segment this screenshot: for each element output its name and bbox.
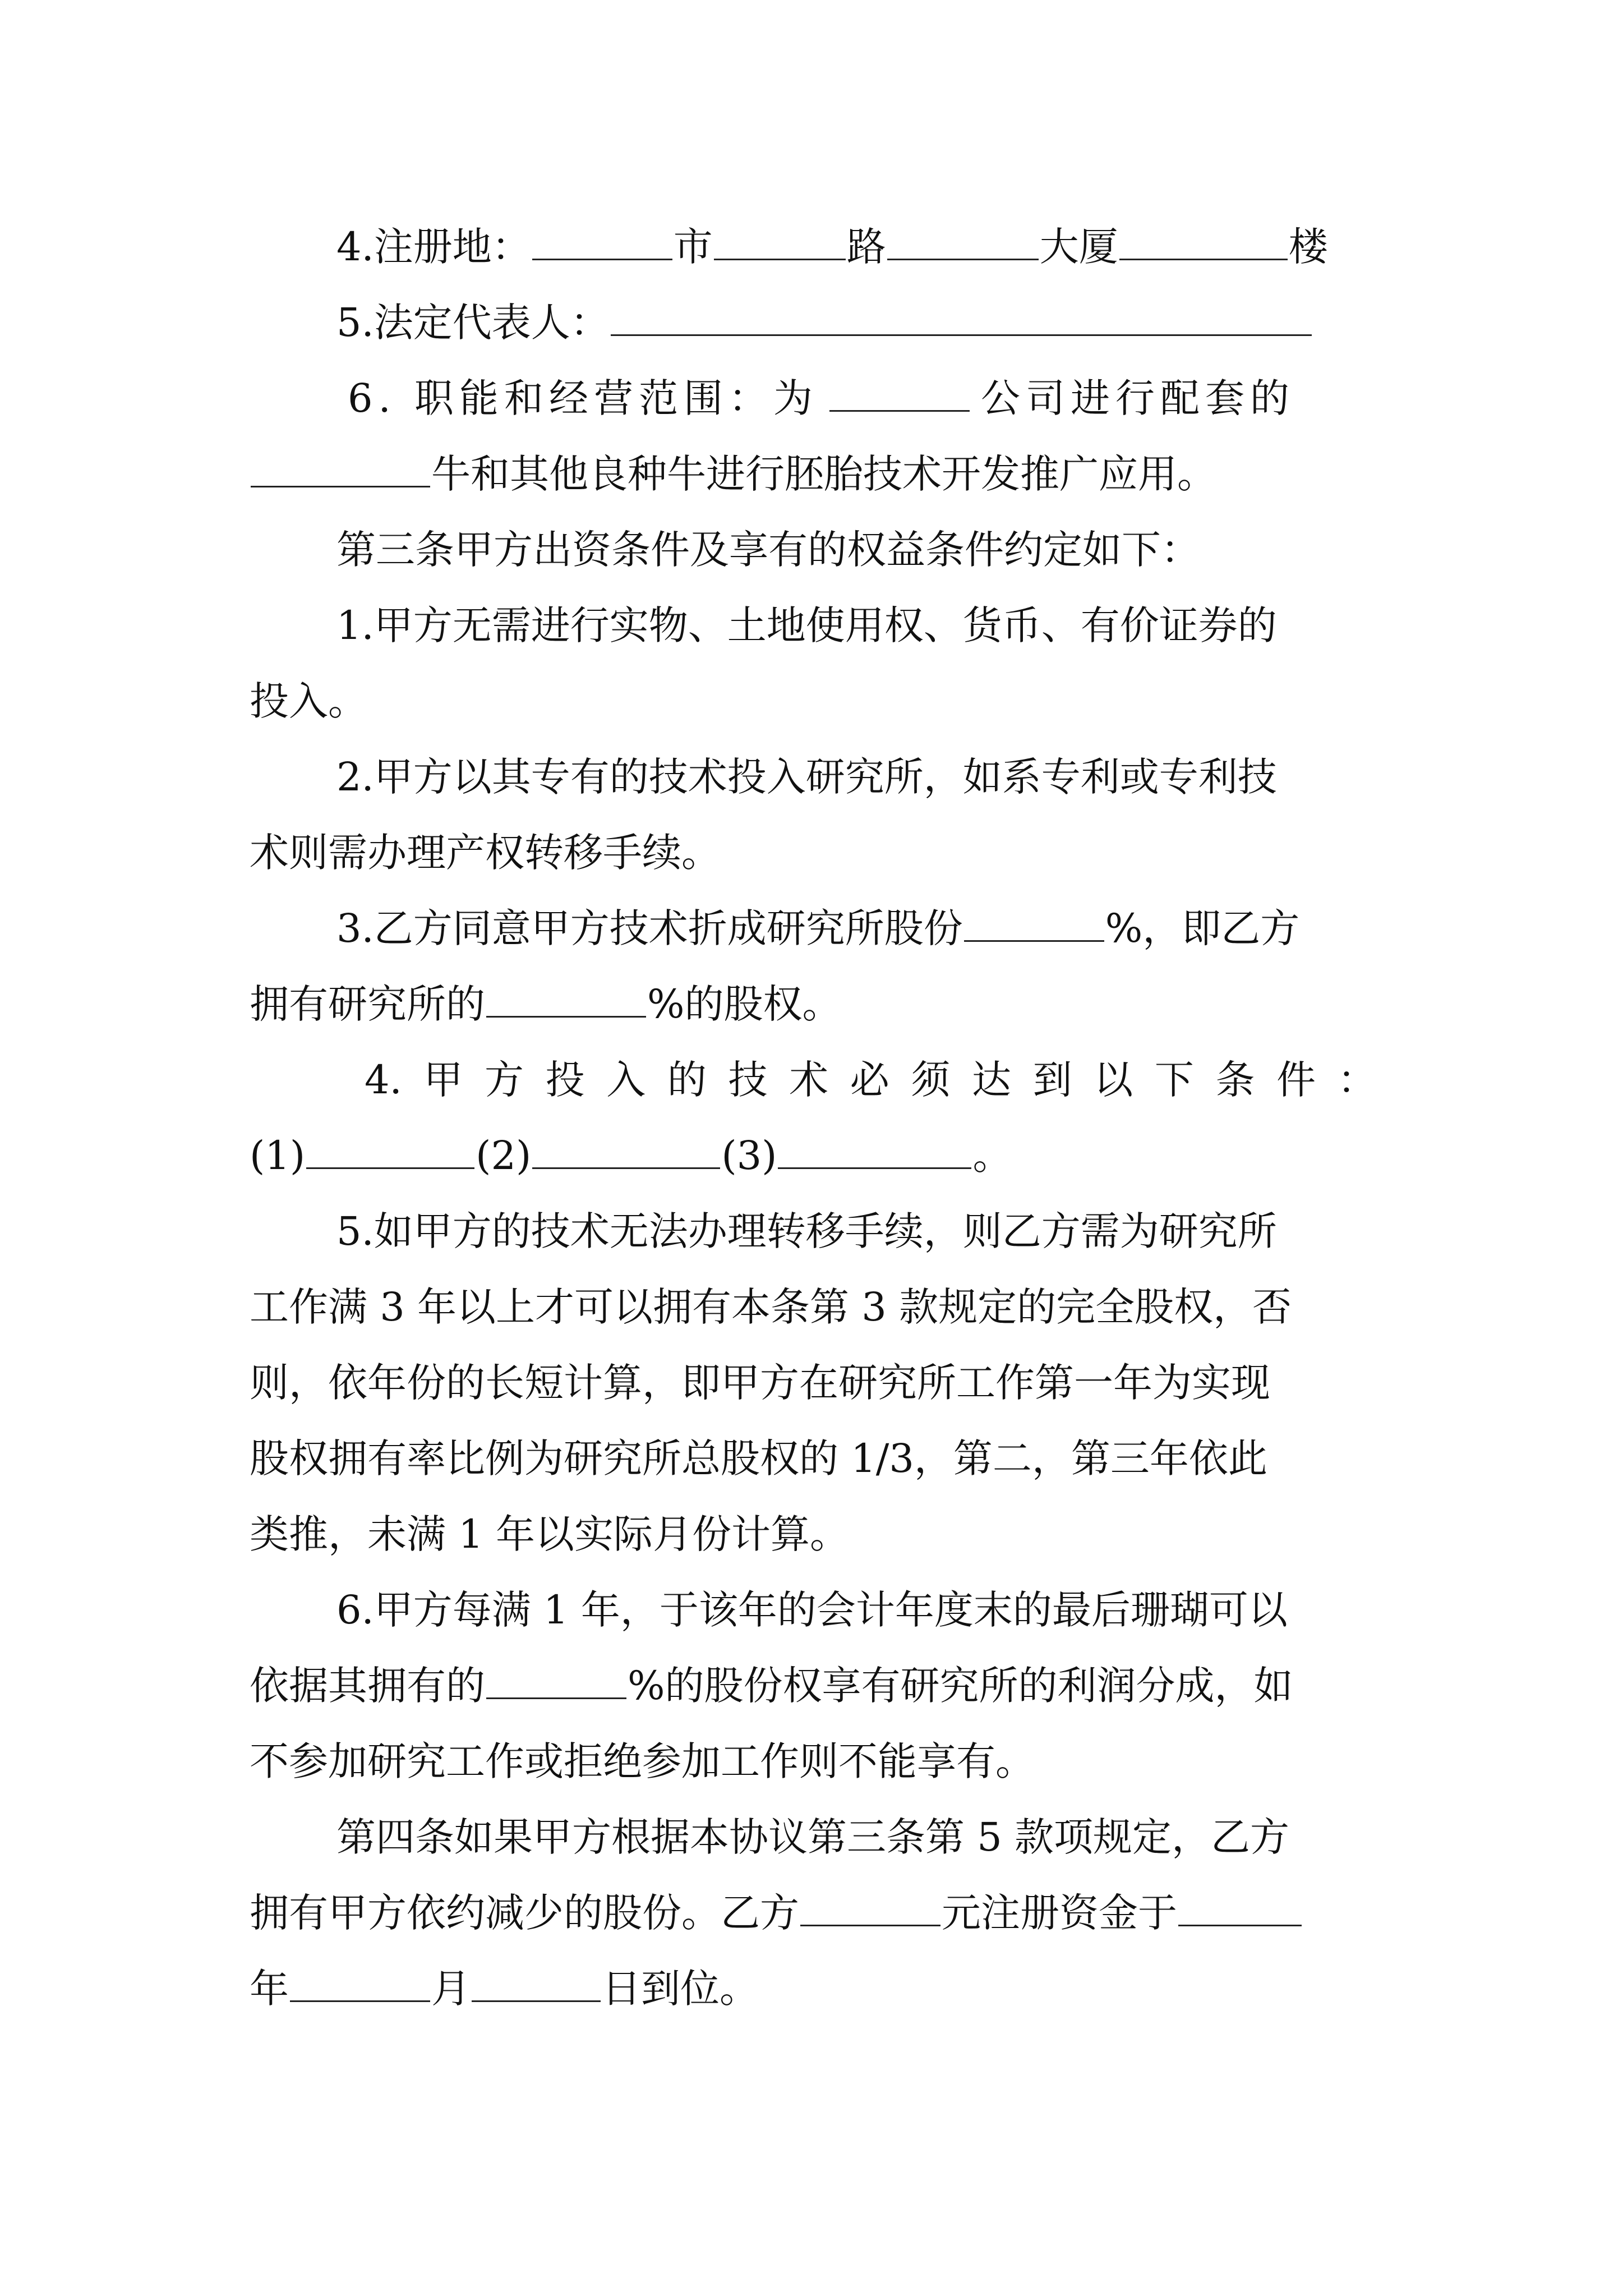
floor-label: 楼: [1288, 224, 1328, 270]
scope-suffix: 公司进行配套的: [981, 375, 1295, 421]
clause-3-4-char: ：: [1337, 1057, 1377, 1103]
clause-3-5-text-2: 工作满 3 年以上才可以拥有本条第 3 款规定的完全股权，否: [250, 1284, 1292, 1330]
floor-blank[interactable]: [1119, 226, 1288, 260]
cattle-breed-blank[interactable]: [251, 453, 430, 487]
legal-representative-blank[interactable]: [611, 302, 1312, 336]
clause-3-5-text-5: 类推，未满 1 年以实际月份计算。: [250, 1511, 850, 1557]
clause-3-4-char: 入: [606, 1057, 646, 1103]
condition-1-label: (1): [250, 1133, 306, 1179]
month-blank[interactable]: [290, 1968, 430, 2002]
clause-3-2-text: 2.甲方以其专有的技术投入研究所，如系专利或专利技: [336, 754, 1277, 800]
clause-3-6-line-3: [250, 1736, 1377, 1787]
conditions-end: 。: [972, 1133, 1012, 1179]
profit-share-percent-blank[interactable]: [486, 1665, 626, 1699]
clause-3-4-char: 须: [911, 1057, 951, 1103]
article-four-line: [336, 1812, 1377, 1862]
day-label: 日到位。: [602, 1966, 759, 2012]
registered-address-label: 4.注册地：: [336, 224, 531, 270]
scope-line: [348, 373, 1377, 424]
clause-3-5-line-2: [250, 1282, 1377, 1332]
scope-continuation-line: [250, 449, 1377, 499]
year-blank-start[interactable]: [1178, 1892, 1302, 1926]
clause-3-4-char: 以: [1094, 1057, 1133, 1103]
condition-1-blank[interactable]: [306, 1135, 474, 1169]
condition-3-label: (3): [721, 1133, 777, 1179]
condition-3-blank[interactable]: [778, 1135, 971, 1169]
clause-3-5-text-4: 股权拥有率比例为研究所总股权的 1/3，第二，第三年依此: [250, 1435, 1267, 1481]
article-three-text: 第三条甲方出资条件及享有的权益条件约定如下：: [336, 527, 1200, 573]
road-blank[interactable]: [714, 226, 846, 260]
city-blank[interactable]: [532, 226, 672, 260]
clause-3-1-continuation: [250, 676, 1377, 726]
clause-3-3-continuation-prefix: 拥有研究所的: [250, 981, 485, 1027]
clause-3-4-char: 下: [1154, 1057, 1194, 1103]
legal-representative-label: 5.法定代表人：: [336, 300, 610, 346]
article-four-line-3: [250, 1963, 1377, 2014]
clause-3-6-suffix: %的股份权享有研究所的利润分成，如: [628, 1663, 1293, 1709]
year-label: 年: [250, 1966, 289, 2012]
clause-3-4-char: 件: [1276, 1057, 1316, 1103]
city-label: 市: [673, 224, 713, 270]
clause-3-4-char: 4.: [365, 1057, 402, 1103]
clause-3-5-line-4: [250, 1433, 1377, 1484]
clause-3-6-line-2: [250, 1660, 1377, 1711]
clause-3-4-char: 技: [728, 1057, 768, 1103]
article-four-line-2: [250, 1888, 1377, 1938]
conditions-line: [250, 1130, 1377, 1181]
clause-3-4-char: 的: [667, 1057, 707, 1103]
clause-3-3-prefix: 3.乙方同意甲方技术折成研究所股份: [336, 905, 963, 951]
clause-3-1-line: [336, 600, 1377, 651]
clause-3-6-line: [336, 1585, 1377, 1635]
article-three-heading: [336, 524, 1377, 575]
article-four-text: 第四条如果甲方根据本协议第三条第 5 款项规定，乙方: [336, 1814, 1290, 1860]
clause-3-5-text-3: 则，依年份的长短计算，即甲方在研究所工作第一年为实现: [250, 1360, 1270, 1406]
clause-3-4-char: 条: [1215, 1057, 1255, 1103]
clause-3-3-continuation: [250, 979, 1377, 1029]
clause-3-4-char: 达: [972, 1057, 1012, 1103]
scope-continuation-text: 牛和其他良种牛进行胚胎技术开发推广应用。: [431, 451, 1216, 497]
day-blank[interactable]: [472, 1968, 601, 2002]
clause-3-2-continuation: [250, 827, 1377, 878]
month-label: 月: [431, 1966, 471, 2012]
equity-percent-blank[interactable]: [486, 983, 646, 1018]
clause-3-6-text-3: 不参加研究工作或拒绝参加工作则不能享有。: [250, 1738, 1035, 1784]
condition-2-label: (2): [476, 1133, 532, 1179]
clause-3-2-continuation-text: 术则需办理产权转移手续。: [250, 830, 721, 876]
condition-2-blank[interactable]: [532, 1135, 720, 1169]
clause-3-5-line-3: [250, 1358, 1377, 1408]
share-percent-blank[interactable]: [964, 908, 1104, 942]
capital-amount-blank[interactable]: [800, 1892, 940, 1926]
clause-3-6-prefix: 依据其拥有的: [250, 1663, 485, 1709]
clause-3-4-char: 术: [789, 1057, 829, 1103]
clause-3-2-line: [336, 752, 1377, 802]
clause-3-5-text: 5.如甲方的技术无法办理转移手续，则乙方需为研究所: [336, 1208, 1277, 1254]
clause-3-3-continuation-suffix: %的股权。: [647, 981, 842, 1027]
clause-3-5-line-5: [250, 1509, 1377, 1559]
clause-3-1-text: 1.甲方无需进行实物、土地使用权、货币、有价证券的: [336, 602, 1277, 648]
clause-3-3-suffix: %，即乙方: [1105, 905, 1300, 951]
building-blank[interactable]: [887, 226, 1039, 260]
clause-3-4-line: [365, 1055, 1377, 1105]
article-four-prefix: 拥有甲方依约减少的股份。乙方: [250, 1890, 799, 1936]
company-blank[interactable]: [829, 378, 970, 412]
scope-label: 6. 职能和经营范围：为: [348, 375, 819, 421]
clause-3-4-char: 到: [1032, 1057, 1072, 1103]
clause-3-1-continuation-text: 投入。: [250, 678, 367, 724]
article-four-mid: 元注册资金于: [942, 1890, 1177, 1936]
clause-3-4-char: 必: [850, 1057, 889, 1103]
clause-3-6-text: 6.甲方每满 1 年，于该年的会计年度末的最后珊瑚可以: [336, 1587, 1288, 1633]
clause-3-4-char: 方: [485, 1057, 524, 1103]
legal-representative-line: [336, 297, 1377, 348]
clause-3-5-line: [336, 1206, 1377, 1257]
building-label: 大厦: [1039, 224, 1118, 270]
registered-address-line: [336, 222, 1377, 272]
clause-3-4-char: 甲: [423, 1057, 463, 1103]
clause-3-4-char: 投: [545, 1057, 585, 1103]
clause-3-3-line: [336, 903, 1377, 954]
road-label: 路: [846, 224, 886, 270]
